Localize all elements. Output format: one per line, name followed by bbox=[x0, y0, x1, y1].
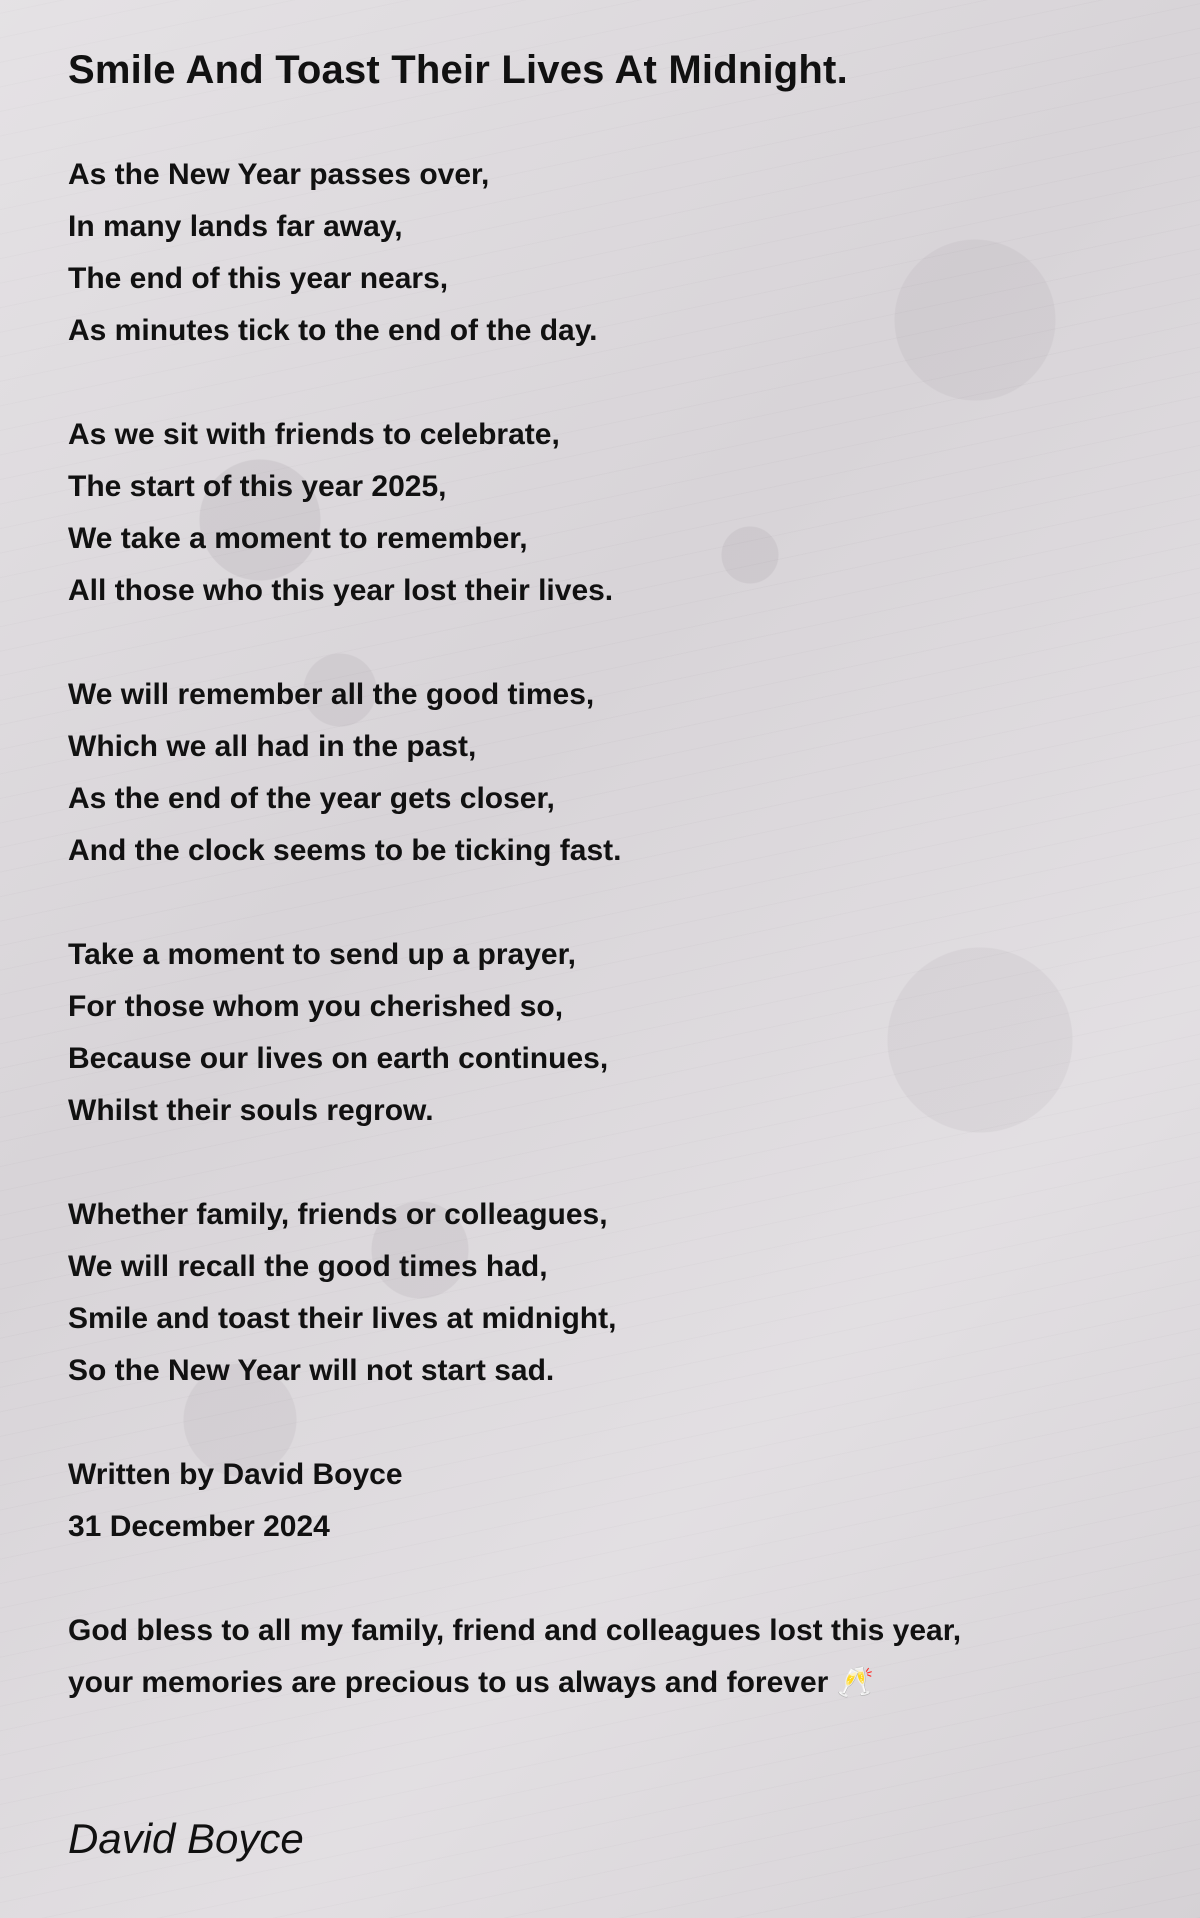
dedication-line: your memories are precious to us always and forever 🥂 bbox=[68, 1666, 874, 1699]
poem-line: Because our lives on earth continues, bbox=[68, 1042, 609, 1075]
poem-line: The end of this year nears, bbox=[68, 262, 449, 295]
poem-line: As minutes tick to the end of the day. bbox=[68, 314, 598, 347]
stanza-4 bbox=[68, 929, 1138, 1137]
poem-line: Smile and toast their lives at midnight, bbox=[68, 1302, 617, 1335]
dedication-stanza bbox=[68, 1605, 1138, 1709]
poem-line: All those who this year lost their lives. bbox=[68, 574, 614, 607]
poem-line: Whilst their souls regrow. bbox=[68, 1094, 434, 1127]
date-line: 31 December 2024 bbox=[68, 1510, 330, 1543]
stanza-3 bbox=[68, 669, 1138, 877]
stanza-2 bbox=[68, 409, 1138, 617]
poem-line: As we sit with friends to celebrate, bbox=[68, 418, 560, 451]
poem-line: And the clock seems to be ticking fast. bbox=[68, 834, 622, 867]
poem-line: Whether family, friends or colleagues, bbox=[68, 1198, 608, 1231]
written-by-line: Written by David Boyce bbox=[68, 1458, 403, 1491]
poem-line: In many lands far away, bbox=[68, 210, 403, 243]
poem-body bbox=[68, 149, 1138, 1761]
poem-line: We will recall the good times had, bbox=[68, 1250, 548, 1283]
poem-line: So the New Year will not start sad. bbox=[68, 1354, 555, 1387]
poem-line: We will remember all the good times, bbox=[68, 678, 595, 711]
poem-line: For those whom you cherished so, bbox=[68, 990, 564, 1023]
stanza-1 bbox=[68, 149, 1138, 357]
poem-line: As the end of the year gets closer, bbox=[68, 782, 555, 815]
stanza-5 bbox=[68, 1189, 1138, 1397]
poem-line: The start of this year 2025, bbox=[68, 470, 447, 503]
poem-line: We take a moment to remember, bbox=[68, 522, 528, 555]
poem-line: As the New Year passes over, bbox=[68, 158, 490, 191]
author-date-stanza bbox=[68, 1449, 1138, 1553]
dedication-line: God bless to all my family, friend and colleagues lost this year, bbox=[68, 1614, 962, 1647]
author-signature: David Boyce bbox=[68, 1815, 304, 1862]
poem-line: Which we all had in the past, bbox=[68, 730, 477, 763]
poem-title: Smile And Toast Their Lives At Midnight. bbox=[68, 48, 848, 92]
poem-line: Take a moment to send up a prayer, bbox=[68, 938, 576, 971]
